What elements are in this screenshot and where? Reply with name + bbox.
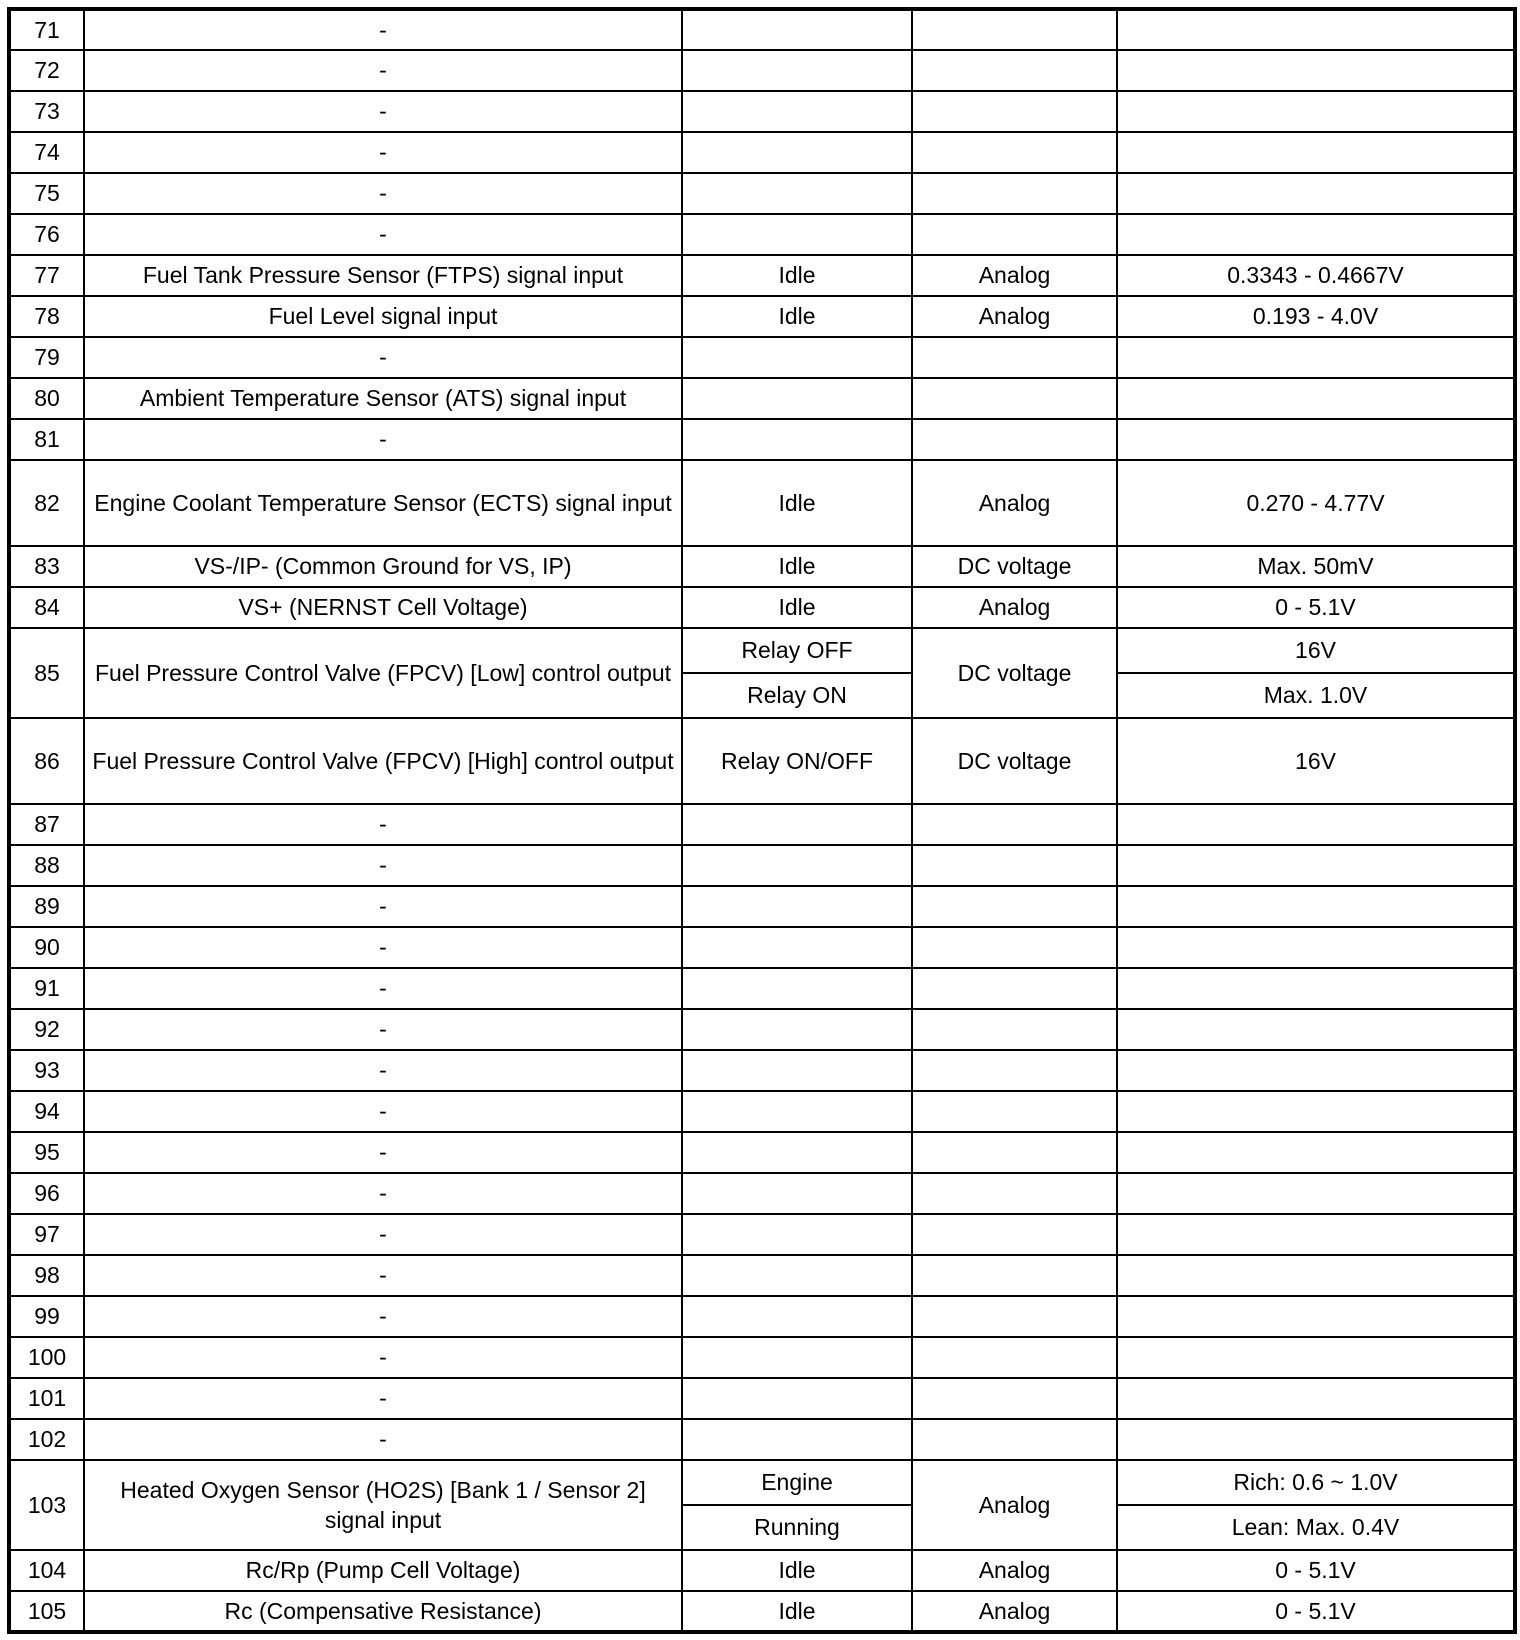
value-cell: Rich: 0.6 ~ 1.0V (1117, 1460, 1515, 1505)
description-cell: - (84, 1296, 682, 1337)
description-cell: - (84, 1132, 682, 1173)
pin-cell: 91 (9, 968, 84, 1009)
table-row (9, 1591, 1515, 1632)
type-cell: Analog (912, 255, 1117, 296)
pin-cell: 97 (9, 1214, 84, 1255)
description-cell: Rc/Rp (Pump Cell Voltage) (84, 1550, 682, 1591)
value-cell (1117, 378, 1515, 419)
type-cell (912, 132, 1117, 173)
description-cell: - (84, 173, 682, 214)
type-cell: Analog (912, 1591, 1117, 1632)
condition-cell (682, 1378, 912, 1419)
description-cell: Ambient Temperature Sensor (ATS) signal input (84, 378, 682, 419)
table-row (9, 1173, 1515, 1214)
description-cell: - (84, 804, 682, 845)
condition-cell (682, 337, 912, 378)
description-cell: - (84, 50, 682, 91)
condition-cell: Relay ON/OFF (682, 718, 912, 804)
description-cell: - (84, 1050, 682, 1091)
pin-cell: 88 (9, 845, 84, 886)
condition-cell (682, 1255, 912, 1296)
description-cell: - (84, 419, 682, 460)
type-cell (912, 1091, 1117, 1132)
table-row (9, 1550, 1515, 1591)
table-row (9, 587, 1515, 628)
description-cell: - (84, 1091, 682, 1132)
pin-cell: 87 (9, 804, 84, 845)
condition-cell: Relay ON (682, 673, 912, 718)
pin-cell: 100 (9, 1337, 84, 1378)
value-cell (1117, 927, 1515, 968)
value-cell: 0 - 5.1V (1117, 587, 1515, 628)
pin-table-body (9, 9, 1515, 1632)
pin-cell: 93 (9, 1050, 84, 1091)
condition-cell (682, 886, 912, 927)
type-cell: Analog (912, 296, 1117, 337)
condition-cell (682, 1050, 912, 1091)
table-row (9, 1460, 1515, 1505)
description-cell: - (84, 132, 682, 173)
pin-cell: 104 (9, 1550, 84, 1591)
value-cell (1117, 1214, 1515, 1255)
value-cell: 16V (1117, 628, 1515, 673)
type-cell (912, 173, 1117, 214)
table-row (9, 460, 1515, 546)
condition-cell: Idle (682, 587, 912, 628)
description-cell: - (84, 1255, 682, 1296)
description-cell: Engine Coolant Temperature Sensor (ECTS) signal input (84, 460, 682, 546)
condition-cell: Idle (682, 460, 912, 546)
type-cell (912, 1378, 1117, 1419)
pin-cell: 82 (9, 460, 84, 546)
pin-cell: 99 (9, 1296, 84, 1337)
pin-cell: 85 (9, 628, 84, 718)
type-cell (912, 1255, 1117, 1296)
type-cell: Analog (912, 1550, 1117, 1591)
pin-cell: 72 (9, 50, 84, 91)
table-row (9, 845, 1515, 886)
value-cell: 0 - 5.1V (1117, 1591, 1515, 1632)
condition-cell: Engine (682, 1460, 912, 1505)
description-cell: VS+ (NERNST Cell Voltage) (84, 587, 682, 628)
pin-cell: 94 (9, 1091, 84, 1132)
condition-cell (682, 1419, 912, 1460)
condition-cell (682, 927, 912, 968)
connector-pin-table (7, 7, 1517, 1634)
value-cell (1117, 337, 1515, 378)
pin-cell: 81 (9, 419, 84, 460)
value-cell (1117, 1009, 1515, 1050)
value-cell (1117, 1296, 1515, 1337)
condition-cell (682, 50, 912, 91)
condition-cell: Idle (682, 296, 912, 337)
type-cell (912, 214, 1117, 255)
condition-cell (682, 968, 912, 1009)
table-row (9, 1337, 1515, 1378)
condition-cell: Idle (682, 1550, 912, 1591)
value-cell (1117, 173, 1515, 214)
condition-cell (682, 845, 912, 886)
value-cell (1117, 50, 1515, 91)
pin-cell: 102 (9, 1419, 84, 1460)
table-row (9, 927, 1515, 968)
description-cell: Fuel Pressure Control Valve (FPCV) [Low] control output (84, 628, 682, 718)
condition-cell: Idle (682, 1591, 912, 1632)
value-cell (1117, 1091, 1515, 1132)
description-cell: - (84, 1009, 682, 1050)
value-cell: Lean: Max. 0.4V (1117, 1505, 1515, 1550)
description-cell: - (84, 1214, 682, 1255)
value-cell (1117, 804, 1515, 845)
description-cell: - (84, 214, 682, 255)
value-cell (1117, 1378, 1515, 1419)
value-cell: 0 - 5.1V (1117, 1550, 1515, 1591)
value-cell: 0.270 - 4.77V (1117, 460, 1515, 546)
description-cell: Heated Oxygen Sensor (HO2S) [Bank 1 / Sensor 2] signal input (84, 1460, 682, 1550)
type-cell (912, 1419, 1117, 1460)
type-cell (912, 804, 1117, 845)
type-cell: DC voltage (912, 718, 1117, 804)
condition-cell (682, 1009, 912, 1050)
pin-cell: 83 (9, 546, 84, 587)
value-cell (1117, 1255, 1515, 1296)
condition-cell (682, 1173, 912, 1214)
value-cell: Max. 1.0V (1117, 673, 1515, 718)
value-cell (1117, 886, 1515, 927)
description-cell: - (84, 1419, 682, 1460)
description-cell: - (84, 1173, 682, 1214)
pin-cell: 74 (9, 132, 84, 173)
type-cell (912, 1050, 1117, 1091)
description-cell: Fuel Level signal input (84, 296, 682, 337)
value-cell (1117, 419, 1515, 460)
pin-cell: 71 (9, 9, 84, 50)
table-row (9, 255, 1515, 296)
value-cell: 0.193 - 4.0V (1117, 296, 1515, 337)
value-cell (1117, 1132, 1515, 1173)
pin-cell: 79 (9, 337, 84, 378)
type-cell (912, 419, 1117, 460)
value-cell (1117, 1337, 1515, 1378)
table-row (9, 804, 1515, 845)
type-cell (912, 337, 1117, 378)
description-cell: - (84, 927, 682, 968)
type-cell (912, 1337, 1117, 1378)
value-cell (1117, 968, 1515, 1009)
type-cell: DC voltage (912, 546, 1117, 587)
type-cell (912, 378, 1117, 419)
type-cell: Analog (912, 460, 1117, 546)
table-row (9, 1419, 1515, 1460)
pin-cell: 80 (9, 378, 84, 419)
table-row (9, 1132, 1515, 1173)
description-cell: - (84, 968, 682, 1009)
description-cell: Fuel Tank Pressure Sensor (FTPS) signal input (84, 255, 682, 296)
description-cell: - (84, 337, 682, 378)
table-row (9, 1050, 1515, 1091)
pin-cell: 78 (9, 296, 84, 337)
condition-cell (682, 804, 912, 845)
description-cell: VS-/IP- (Common Ground for VS, IP) (84, 546, 682, 587)
description-cell: - (84, 1378, 682, 1419)
description-cell: - (84, 9, 682, 50)
table-row (9, 1091, 1515, 1132)
type-cell (912, 91, 1117, 132)
table-row (9, 132, 1515, 173)
pin-cell: 77 (9, 255, 84, 296)
condition-cell (682, 1091, 912, 1132)
table-row (9, 214, 1515, 255)
condition-cell (682, 1337, 912, 1378)
pin-cell: 96 (9, 1173, 84, 1214)
type-cell (912, 9, 1117, 50)
table-row (9, 296, 1515, 337)
description-cell: - (84, 1337, 682, 1378)
condition-cell (682, 132, 912, 173)
pin-cell: 86 (9, 718, 84, 804)
type-cell (912, 1296, 1117, 1337)
table-row (9, 628, 1515, 673)
table-row (9, 1296, 1515, 1337)
table-row (9, 1214, 1515, 1255)
condition-cell (682, 1296, 912, 1337)
value-cell: Max. 50mV (1117, 546, 1515, 587)
type-cell (912, 845, 1117, 886)
table-row (9, 9, 1515, 50)
condition-cell (682, 173, 912, 214)
table-row (9, 1009, 1515, 1050)
pin-cell: 90 (9, 927, 84, 968)
pin-cell: 98 (9, 1255, 84, 1296)
condition-cell (682, 9, 912, 50)
pin-cell: 95 (9, 1132, 84, 1173)
type-cell (912, 968, 1117, 1009)
value-cell: 16V (1117, 718, 1515, 804)
condition-cell (682, 214, 912, 255)
type-cell (912, 886, 1117, 927)
description-cell: Fuel Pressure Control Valve (FPCV) [High] control output (84, 718, 682, 804)
pin-cell: 73 (9, 91, 84, 132)
description-cell: - (84, 886, 682, 927)
pin-cell: 92 (9, 1009, 84, 1050)
condition-cell (682, 419, 912, 460)
table-row (9, 1378, 1515, 1419)
pin-cell: 101 (9, 1378, 84, 1419)
table-row (9, 378, 1515, 419)
table-row (9, 173, 1515, 214)
pin-cell: 84 (9, 587, 84, 628)
type-cell (912, 50, 1117, 91)
table-row (9, 968, 1515, 1009)
condition-cell: Running (682, 1505, 912, 1550)
condition-cell (682, 1214, 912, 1255)
description-cell: - (84, 845, 682, 886)
condition-cell: Idle (682, 255, 912, 296)
condition-cell (682, 91, 912, 132)
type-cell (912, 1132, 1117, 1173)
condition-cell (682, 1132, 912, 1173)
condition-cell: Relay OFF (682, 628, 912, 673)
value-cell (1117, 132, 1515, 173)
type-cell (912, 1214, 1117, 1255)
value-cell (1117, 214, 1515, 255)
type-cell: Analog (912, 1460, 1117, 1550)
value-cell: 0.3343 - 0.4667V (1117, 255, 1515, 296)
table-row (9, 886, 1515, 927)
type-cell: Analog (912, 587, 1117, 628)
value-cell (1117, 1173, 1515, 1214)
value-cell (1117, 9, 1515, 50)
value-cell (1117, 91, 1515, 132)
table-row (9, 50, 1515, 91)
table-row (9, 91, 1515, 132)
pin-cell: 76 (9, 214, 84, 255)
pin-cell: 103 (9, 1460, 84, 1550)
type-cell (912, 927, 1117, 968)
table-row (9, 1255, 1515, 1296)
table-row (9, 718, 1515, 804)
type-cell: DC voltage (912, 628, 1117, 718)
type-cell (912, 1173, 1117, 1214)
value-cell (1117, 1050, 1515, 1091)
table-row (9, 337, 1515, 378)
condition-cell: Idle (682, 546, 912, 587)
type-cell (912, 1009, 1117, 1050)
pin-cell: 89 (9, 886, 84, 927)
description-cell: Rc (Compensative Resistance) (84, 1591, 682, 1632)
pin-cell: 75 (9, 173, 84, 214)
value-cell (1117, 1419, 1515, 1460)
value-cell (1117, 845, 1515, 886)
pin-cell: 105 (9, 1591, 84, 1632)
table-row (9, 546, 1515, 587)
table-row (9, 419, 1515, 460)
description-cell: - (84, 91, 682, 132)
condition-cell (682, 378, 912, 419)
